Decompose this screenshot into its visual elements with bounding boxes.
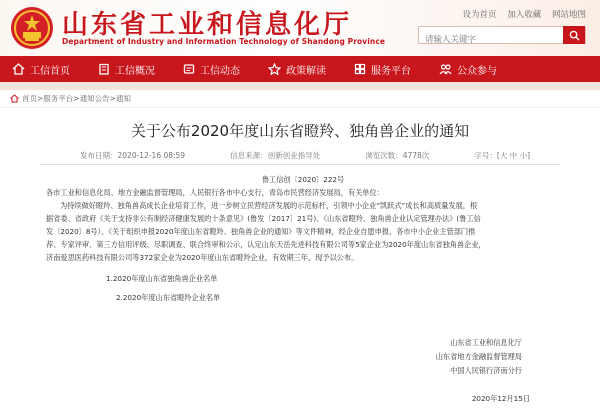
breadcrumb-text[interactable]: 首页>服务平台>通知公告>通知 [22, 94, 131, 103]
nav-item-label: 工信首页 [30, 65, 70, 77]
article-title: 关于公布2020年度山东省瞪羚、独角兽企业的通知 [130, 122, 470, 140]
search-input[interactable] [419, 32, 559, 48]
breadcrumb [0, 90, 600, 108]
attachment-link[interactable]: 1.2020年度山东省独角兽企业名单 [106, 274, 218, 283]
sitemap-link[interactable]: 网站地图 [551, 10, 586, 20]
nav-item-label: 政策解读 [286, 65, 326, 77]
site-subtitle: Department of Industry and Information Technology of Shandong Province [62, 37, 386, 46]
signatory: 山东省地方金融监督管理局 [435, 352, 522, 361]
info-source: 信息来源：创新创业指导处 [230, 151, 321, 160]
set-homepage-link[interactable]: 设为首页 [462, 10, 497, 20]
add-favorite-link[interactable]: 加入收藏 [507, 10, 542, 20]
signatory: 中国人民银行济南分行 [450, 366, 522, 375]
nav-item-label: 工信概况 [115, 65, 155, 77]
article-meta [40, 150, 560, 165]
nav-item-overview[interactable] [98, 62, 155, 77]
sign-date: 2020年12月15日 [471, 394, 530, 403]
nav-item-label: 公众参与 [457, 65, 497, 77]
platform-icon [354, 63, 366, 75]
home-icon [12, 63, 25, 75]
top-links [455, 8, 586, 20]
site-header [0, 0, 600, 56]
search-button[interactable] [563, 26, 585, 44]
search-icon [569, 30, 580, 41]
signatories [436, 336, 522, 378]
nav-item-label: 服务平台 [371, 65, 411, 77]
home-small-icon [10, 94, 19, 103]
main-nav [0, 56, 600, 82]
article-body [0, 173, 600, 304]
signatory: 山东省工业和信息化厅 [450, 338, 522, 347]
font-size-control[interactable]: 字号：[大 中 小] [474, 151, 530, 160]
paragraph-line: 荐、专家评审、第三方信用评级、尽职调查、联合终审和公示，认定山东天岳先进科技有限公司等5家企业为2020年度山东省独角兽企业， [46, 240, 486, 249]
national-emblem-icon [10, 6, 54, 50]
nav-item-label: 工信动态 [200, 65, 240, 77]
news-icon [183, 63, 195, 75]
paragraph-line: 据省委、省政府《关于支持非公有制经济健康发展的十条意见》(鲁发〔2017〕21号)、《山东省瞪羚、独角兽企业认定管理办法》(鲁工信 [46, 214, 481, 223]
document-number: 鲁工信创〔2020〕222号 [261, 175, 345, 184]
star-icon [268, 63, 281, 75]
nav-item-public[interactable] [439, 62, 497, 77]
view-count: 浏览次数：4778次 [365, 151, 430, 160]
site-title: 山东省工业和信息化厅 [62, 10, 353, 40]
people-icon [439, 63, 452, 75]
nav-item-policy[interactable] [268, 62, 326, 77]
search-box [418, 26, 586, 44]
building-icon [98, 63, 110, 75]
paragraph-line: 为持续做好瞪羚、独角兽高成长企业培育工作，进一步树立民营经济发展的示范标杆，引领中小企业“凯跃式”成长和高质量发展，根 [60, 201, 478, 210]
paragraph-line: 发〔2020〕8号）、《关于组织申报2020年度山东省瞪羚、独角兽企业的通知》等文件精神，经企业自愿申报、各市中小企业主管部门推 [46, 227, 476, 236]
attachment-link[interactable]: 2.2020年度山东省瞪羚企业名单 [116, 293, 221, 302]
publish-date: 发布日期：2020-12-16 08:59 [80, 151, 186, 160]
nav-item-news[interactable] [183, 62, 240, 77]
decorative-band [0, 82, 600, 90]
nav-item-home[interactable] [12, 62, 70, 77]
salutation: 各市工业和信息化局、地方金融监督管理局，人民银行各市中心支行，青岛市民营经济发展局，有关单位： [46, 188, 384, 197]
paragraph-line: 济南爱思医药科技有限公司等372家企业为2020年度山东省瞪羚企业，有效期三年，现予以公布。 [46, 253, 359, 262]
nav-item-service[interactable] [354, 62, 411, 77]
